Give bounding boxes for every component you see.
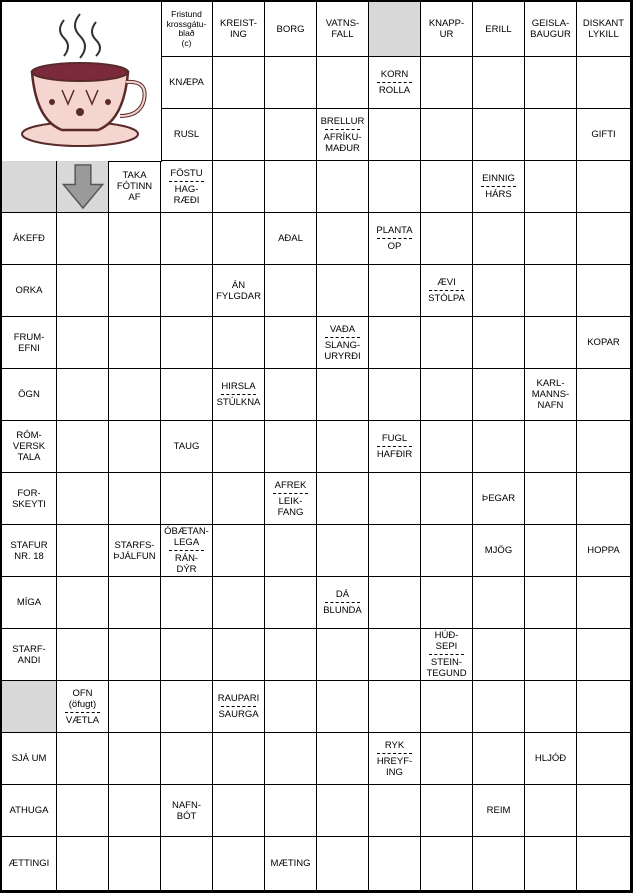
answer-cell[interactable] xyxy=(473,317,525,369)
answer-cell[interactable] xyxy=(109,733,161,785)
clue-cell xyxy=(2,577,57,629)
answer-cell[interactable] xyxy=(317,733,369,785)
clue-text: BORG xyxy=(276,23,305,35)
clue-cell xyxy=(265,837,317,891)
clue-text: KNAPP- UR xyxy=(428,18,465,40)
clue-text: HAFÐIR xyxy=(376,449,413,460)
answer-cell[interactable] xyxy=(421,473,473,525)
answer-cell[interactable] xyxy=(109,629,161,681)
arrow-cell xyxy=(57,161,109,213)
answer-cell[interactable] xyxy=(369,837,421,891)
clue-divider xyxy=(169,181,205,182)
answer-cell[interactable] xyxy=(317,681,369,733)
answer-cell[interactable] xyxy=(317,473,369,525)
answer-cell[interactable] xyxy=(369,525,421,577)
clue-cell xyxy=(161,421,213,473)
answer-cell[interactable] xyxy=(473,837,525,891)
answer-cell[interactable] xyxy=(577,733,631,785)
answer-cell[interactable] xyxy=(57,577,109,629)
answer-cell[interactable] xyxy=(369,473,421,525)
clue-text: AFRÍKU- MAÐUR xyxy=(323,131,362,154)
answer-cell[interactable] xyxy=(161,265,213,317)
answer-cell[interactable] xyxy=(473,681,525,733)
answer-cell[interactable] xyxy=(369,629,421,681)
clue-text: ÁN FYLGDAR xyxy=(216,279,261,302)
clue-cell xyxy=(161,57,213,109)
answer-cell[interactable] xyxy=(317,525,369,577)
clue-cell xyxy=(577,525,631,577)
answer-cell[interactable] xyxy=(109,785,161,837)
clue-text: RÓM- VERSK TALA xyxy=(12,430,46,463)
clue-divider xyxy=(377,238,413,239)
answer-cell[interactable] xyxy=(57,785,109,837)
clue-text: MÆTING xyxy=(270,858,311,869)
answer-cell[interactable] xyxy=(213,629,265,681)
clue-text: LEIK- FANG xyxy=(277,495,304,518)
clue-cell xyxy=(525,733,577,785)
clue-cell xyxy=(213,681,265,733)
answer-cell[interactable] xyxy=(577,681,631,733)
clue-cell xyxy=(473,161,525,213)
clue-cell xyxy=(213,2,265,57)
answer-cell[interactable] xyxy=(473,733,525,785)
answer-cell[interactable] xyxy=(317,421,369,473)
clue-cell xyxy=(213,265,265,317)
answer-cell[interactable] xyxy=(213,57,265,109)
answer-cell[interactable] xyxy=(421,681,473,733)
coffee-cup-icon xyxy=(2,2,161,161)
clue-cell xyxy=(109,525,161,577)
answer-cell[interactable] xyxy=(421,785,473,837)
answer-cell[interactable] xyxy=(317,265,369,317)
answer-cell[interactable] xyxy=(265,317,317,369)
answer-cell[interactable] xyxy=(265,577,317,629)
answer-cell[interactable] xyxy=(57,265,109,317)
answer-cell[interactable] xyxy=(421,317,473,369)
clue-cell xyxy=(317,317,369,369)
clue-cell xyxy=(161,525,213,577)
clue-text: ROLLA xyxy=(378,85,411,96)
clue-text: VATNS- FALL xyxy=(325,18,360,40)
answer-cell[interactable] xyxy=(161,733,213,785)
clue-cell xyxy=(161,161,213,213)
answer-cell[interactable] xyxy=(369,369,421,421)
blocked-cell xyxy=(2,681,57,733)
clue-cell xyxy=(109,161,161,213)
clue-cell xyxy=(317,109,369,161)
clue-cell xyxy=(265,473,317,525)
answer-cell[interactable] xyxy=(577,265,631,317)
cup-block xyxy=(2,2,162,162)
answer-cell[interactable] xyxy=(369,161,421,213)
clue-cell xyxy=(213,369,265,421)
clue-divider xyxy=(325,129,361,130)
clue-cell xyxy=(369,421,421,473)
clue-text: STEIN- TEGUND xyxy=(426,657,467,679)
blocked-cell xyxy=(2,161,57,213)
clue-text: KOPAR xyxy=(587,337,620,348)
answer-cell[interactable] xyxy=(57,837,109,891)
answer-cell[interactable] xyxy=(109,213,161,265)
answer-cell[interactable] xyxy=(213,785,265,837)
clue-cell xyxy=(2,473,57,525)
clue-text: HÁRS xyxy=(485,189,512,200)
clue-text: ÆVI xyxy=(437,277,456,288)
clue-text: ÞEGAR xyxy=(481,493,516,504)
answer-cell[interactable] xyxy=(265,161,317,213)
answer-cell[interactable] xyxy=(265,681,317,733)
clue-text: ORKA xyxy=(15,285,43,296)
answer-cell[interactable] xyxy=(265,629,317,681)
answer-cell[interactable] xyxy=(317,161,369,213)
answer-cell[interactable] xyxy=(525,317,577,369)
answer-cell[interactable] xyxy=(109,681,161,733)
answer-cell[interactable] xyxy=(525,681,577,733)
clue-cell xyxy=(577,317,631,369)
arrow-down-icon xyxy=(57,161,109,212)
answer-cell[interactable] xyxy=(213,213,265,265)
answer-cell[interactable] xyxy=(525,421,577,473)
answer-cell[interactable] xyxy=(213,733,265,785)
clue-cell xyxy=(317,577,369,629)
answer-cell[interactable] xyxy=(421,525,473,577)
clue-cell xyxy=(473,2,525,57)
clue-text: OP xyxy=(387,241,402,252)
answer-cell[interactable] xyxy=(473,109,525,161)
answer-cell[interactable] xyxy=(213,161,265,213)
answer-cell[interactable] xyxy=(161,837,213,891)
answer-cell[interactable] xyxy=(57,733,109,785)
clue-cell xyxy=(2,213,57,265)
answer-cell[interactable] xyxy=(421,369,473,421)
clue-text: VÆTLA xyxy=(65,714,100,726)
clue-text: ÁKEFÐ xyxy=(13,233,45,244)
clue-text: HÚÐ- SEPI xyxy=(434,630,459,652)
answer-cell[interactable] xyxy=(57,421,109,473)
clue-text: KARL- MANNS- NAFN xyxy=(531,378,570,411)
answer-cell[interactable] xyxy=(161,369,213,421)
answer-cell[interactable] xyxy=(161,681,213,733)
answer-cell[interactable] xyxy=(421,421,473,473)
clue-divider xyxy=(221,706,257,707)
answer-cell[interactable] xyxy=(369,785,421,837)
clue-text: FÖSTU xyxy=(170,167,203,179)
blocked-cell xyxy=(369,2,421,57)
clue-text: HAG- RÆÐI xyxy=(173,183,200,206)
clue-text: STARF- ANDI xyxy=(12,643,46,666)
clue-text: SLANG- URYRÐI xyxy=(324,339,361,362)
clue-text: MÍGA xyxy=(16,597,42,608)
answer-cell[interactable] xyxy=(161,473,213,525)
clue-divider xyxy=(221,394,257,395)
clue-cell xyxy=(577,109,631,161)
answer-cell[interactable] xyxy=(577,161,631,213)
clue-cell xyxy=(369,733,421,785)
answer-cell[interactable] xyxy=(317,785,369,837)
clue-cell xyxy=(161,2,213,57)
clue-text: HIRSLA xyxy=(221,381,256,392)
clue-divider xyxy=(273,493,309,494)
answer-cell[interactable] xyxy=(473,577,525,629)
answer-cell[interactable] xyxy=(421,57,473,109)
clue-cell xyxy=(525,2,577,57)
clue-text: KNÆPA xyxy=(169,77,204,88)
clue-cell xyxy=(2,317,57,369)
clue-divider xyxy=(377,446,413,447)
answer-cell[interactable] xyxy=(525,265,577,317)
answer-cell[interactable] xyxy=(525,837,577,891)
clue-text: STÚLKNA xyxy=(216,397,261,408)
clue-text: FRUM- EFNI xyxy=(13,331,45,354)
answer-cell[interactable] xyxy=(317,57,369,109)
clue-cell xyxy=(2,369,57,421)
clue-text: AÐAL xyxy=(278,233,303,244)
clue-text: BRELLUR xyxy=(320,115,365,127)
answer-cell[interactable] xyxy=(577,473,631,525)
answer-cell[interactable] xyxy=(317,369,369,421)
answer-cell[interactable] xyxy=(109,317,161,369)
answer-cell[interactable] xyxy=(213,473,265,525)
answer-cell[interactable] xyxy=(57,317,109,369)
clue-text: NAFN- BÓT xyxy=(171,799,202,822)
clue-text: VAÐA xyxy=(329,323,356,335)
clue-text: BLUNDA xyxy=(323,605,362,616)
answer-cell[interactable] xyxy=(525,473,577,525)
answer-cell[interactable] xyxy=(421,837,473,891)
clue-cell xyxy=(421,629,473,681)
clue-text: RUSL xyxy=(173,129,200,140)
clue-divider xyxy=(325,337,361,338)
answer-cell[interactable] xyxy=(265,421,317,473)
clue-cell xyxy=(369,57,421,109)
clue-text: DÁ xyxy=(335,589,350,600)
clue-text: TAKA FÓTINN AF xyxy=(116,170,153,203)
clue-cell xyxy=(369,213,421,265)
clue-text: MJÖG xyxy=(484,545,513,556)
answer-cell[interactable] xyxy=(525,785,577,837)
answer-cell[interactable] xyxy=(421,213,473,265)
clue-cell xyxy=(161,109,213,161)
answer-cell[interactable] xyxy=(421,161,473,213)
answer-cell[interactable] xyxy=(109,265,161,317)
answer-cell[interactable] xyxy=(473,629,525,681)
answer-cell[interactable] xyxy=(57,473,109,525)
clue-text: ERILL xyxy=(485,23,512,35)
clue-text: ÆTTINGI xyxy=(8,858,50,869)
answer-cell[interactable] xyxy=(213,525,265,577)
answer-cell[interactable] xyxy=(525,57,577,109)
clue-cell xyxy=(2,629,57,681)
clue-text: ÓBÆTAN- LEGA xyxy=(164,526,209,548)
clue-text: HREYF- ING xyxy=(376,755,413,778)
clue-divider xyxy=(377,753,413,754)
clue-cell xyxy=(317,2,369,57)
answer-cell[interactable] xyxy=(317,213,369,265)
answer-cell[interactable] xyxy=(525,109,577,161)
clue-cell xyxy=(2,525,57,577)
clue-cell xyxy=(473,473,525,525)
answer-cell[interactable] xyxy=(213,577,265,629)
answer-cell[interactable] xyxy=(109,577,161,629)
answer-cell[interactable] xyxy=(525,213,577,265)
clue-cell xyxy=(2,265,57,317)
clue-text: AFREK xyxy=(274,479,307,491)
clue-cell xyxy=(577,2,631,57)
answer-cell[interactable] xyxy=(473,369,525,421)
answer-cell[interactable] xyxy=(577,577,631,629)
answer-cell[interactable] xyxy=(161,317,213,369)
clue-cell xyxy=(2,733,57,785)
clue-text: FOR- SKEYTI xyxy=(12,487,46,510)
answer-cell[interactable] xyxy=(317,629,369,681)
answer-cell[interactable] xyxy=(213,837,265,891)
answer-cell[interactable] xyxy=(525,629,577,681)
answer-cell[interactable] xyxy=(525,577,577,629)
clue-text: HOPPA xyxy=(587,545,620,556)
answer-cell[interactable] xyxy=(57,369,109,421)
answer-cell[interactable] xyxy=(265,109,317,161)
answer-cell[interactable] xyxy=(265,785,317,837)
answer-cell[interactable] xyxy=(577,837,631,891)
answer-cell[interactable] xyxy=(109,369,161,421)
answer-cell[interactable] xyxy=(369,681,421,733)
answer-cell[interactable] xyxy=(265,369,317,421)
clue-text: SAURGA xyxy=(218,709,259,720)
clue-text: EINNIG xyxy=(482,173,515,184)
clue-cell xyxy=(421,265,473,317)
answer-cell[interactable] xyxy=(213,421,265,473)
answer-cell[interactable] xyxy=(265,733,317,785)
clue-text: RÁN- DÝR xyxy=(174,553,199,575)
answer-cell[interactable] xyxy=(525,525,577,577)
clue-cell xyxy=(421,2,473,57)
clue-cell xyxy=(473,785,525,837)
clue-divider xyxy=(481,186,517,187)
answer-cell[interactable] xyxy=(109,421,161,473)
clue-cell xyxy=(265,213,317,265)
answer-cell[interactable] xyxy=(317,837,369,891)
answer-cell[interactable] xyxy=(57,213,109,265)
clue-text: RYK xyxy=(384,739,405,751)
clue-text: TAUG xyxy=(173,441,200,452)
answer-cell[interactable] xyxy=(57,629,109,681)
answer-cell[interactable] xyxy=(213,317,265,369)
clue-cell xyxy=(2,421,57,473)
clue-text: DISKANT LYKILL xyxy=(582,18,625,40)
clue-cell xyxy=(161,785,213,837)
clue-cell xyxy=(2,785,57,837)
clue-text: STÓLPA xyxy=(428,293,465,304)
answer-cell[interactable] xyxy=(577,629,631,681)
clue-text: KORN xyxy=(380,69,409,80)
answer-cell[interactable] xyxy=(57,525,109,577)
answer-cell[interactable] xyxy=(473,265,525,317)
clue-text: Fristund krossgátu- blað (c) xyxy=(166,9,207,48)
answer-cell[interactable] xyxy=(265,525,317,577)
answer-cell[interactable] xyxy=(369,317,421,369)
answer-cell[interactable] xyxy=(577,421,631,473)
clue-text: KREIST- ING xyxy=(220,18,257,40)
clue-text: GEISLA- BAUGUR xyxy=(530,18,571,40)
answer-cell[interactable] xyxy=(473,213,525,265)
clue-text: STAFUR NR. 18 xyxy=(10,539,48,562)
clue-text: GIFTI xyxy=(591,129,616,140)
answer-cell[interactable] xyxy=(161,577,213,629)
answer-cell[interactable] xyxy=(369,265,421,317)
clue-divider xyxy=(429,290,465,291)
answer-cell[interactable] xyxy=(421,733,473,785)
answer-cell[interactable] xyxy=(265,265,317,317)
clue-text: SJÁ UM xyxy=(11,753,47,764)
answer-cell[interactable] xyxy=(265,57,317,109)
clue-text: PLANTA xyxy=(376,225,413,236)
clue-text: ATHUGA xyxy=(9,805,49,816)
answer-cell[interactable] xyxy=(109,837,161,891)
answer-cell[interactable] xyxy=(161,213,213,265)
answer-cell[interactable] xyxy=(421,577,473,629)
clue-divider xyxy=(325,602,361,603)
answer-cell[interactable] xyxy=(109,473,161,525)
answer-cell[interactable] xyxy=(473,421,525,473)
clue-cell xyxy=(57,681,109,733)
clue-text: RAUPARI xyxy=(217,693,260,704)
answer-cell[interactable] xyxy=(161,629,213,681)
clue-divider xyxy=(377,82,413,83)
clue-text: ÖGN xyxy=(18,389,40,400)
clue-cell xyxy=(525,369,577,421)
answer-cell[interactable] xyxy=(369,109,421,161)
answer-cell[interactable] xyxy=(577,57,631,109)
clue-cell xyxy=(265,2,317,57)
clue-text: STARFS- ÞJÁLFUN xyxy=(113,539,156,562)
clue-text: OFN (öfugt) xyxy=(68,687,97,710)
clue-text: HLJÓÐ xyxy=(534,753,567,764)
answer-cell[interactable] xyxy=(213,109,265,161)
clue-divider xyxy=(429,654,465,655)
answer-cell[interactable] xyxy=(525,161,577,213)
clue-divider xyxy=(65,712,101,713)
answer-cell[interactable] xyxy=(473,57,525,109)
clue-cell xyxy=(473,525,525,577)
clue-text: REIM xyxy=(486,805,511,816)
clue-divider xyxy=(169,550,205,551)
clue-cell xyxy=(2,837,57,891)
clue-text: FUGL xyxy=(381,433,408,444)
answer-cell[interactable] xyxy=(369,577,421,629)
answer-cell[interactable] xyxy=(577,213,631,265)
answer-cell[interactable] xyxy=(577,785,631,837)
answer-cell[interactable] xyxy=(577,369,631,421)
answer-cell[interactable] xyxy=(421,109,473,161)
